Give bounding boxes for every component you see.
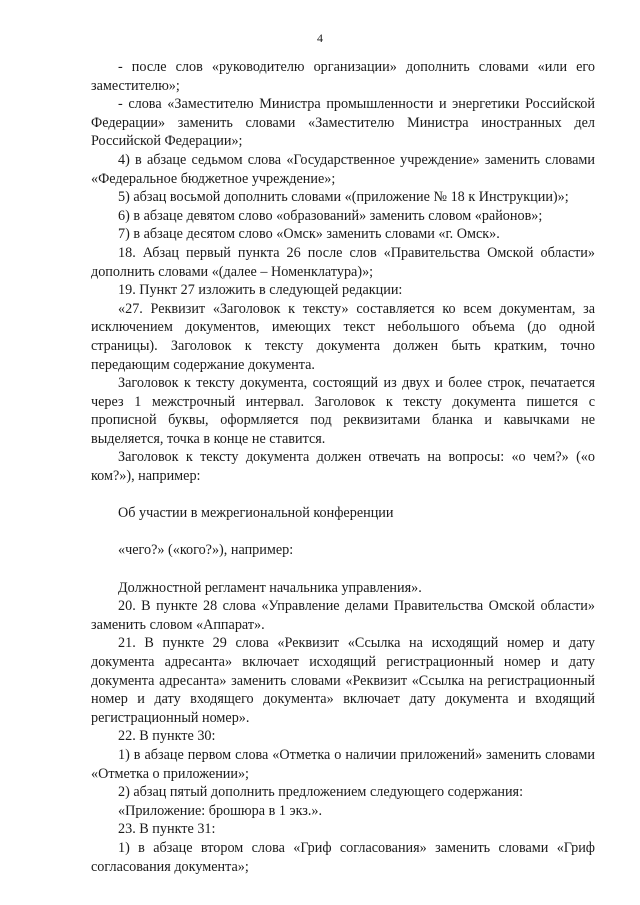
paragraph: Заголовок к тексту документа должен отвечать на вопросы: «о чем?» («о ком?»), например: <box>91 449 595 485</box>
document-body <box>91 58 595 876</box>
paragraph: «чего?» («кого?»), например: <box>118 542 294 559</box>
paragraph: 7) в абзаце десятом слово «Омск» заменить словами «г. Омск». <box>118 226 500 243</box>
paragraph: 23. В пункте 31: <box>118 821 216 838</box>
paragraph: - после слов «руководителю организации» дополнить словами «или его заместителю»; <box>91 59 595 94</box>
paragraph: 19. Пункт 27 изложить в следующей редакции: <box>118 282 403 299</box>
paragraph: 1) в абзаце первом слова «Отметка о наличии приложений» заменить словами «Отметка о приложении»; <box>91 746 595 782</box>
paragraph: «27. Реквизит «Заголовок к тексту» составляется ко всем документам, за исключением документов, имеющих текст небольшого объема (до одной страницы). Заголовок к тексту документа должен быть кратким, точно передающим содержание документа. <box>91 300 595 373</box>
paragraph: Заголовок к тексту документа, состоящий из двух и более строк, печатается через 1 межстрочный интервал. Заголовок к тексту документа пишется с прописной буквы, оформляется под реквизитами бланка и кавычками не выделяется, точка в конце не ставится. <box>91 375 595 447</box>
paragraph: 6) в абзаце девятом слово «образований» заменить словом «районов»; <box>118 207 543 224</box>
paragraph: 22. В пункте 30: <box>118 728 216 745</box>
paragraph: «Приложение: брошюра в 1 экз.». <box>118 802 323 819</box>
example-title: Об участии в межрегиональной конференции <box>118 505 394 522</box>
paragraph: - слова «Заместителю Министра промышленности и энергетики Российской Федерации» заменить словами «Заместителю Министра иностранных дел Российской Федерации»; <box>91 96 595 150</box>
example-title: Должностной регламент начальника управления». <box>118 579 422 596</box>
paragraph: 4) в абзаце седьмом слова «Государственное учреждение» заменить словами «Федеральное бюджетное учреждение»; <box>91 151 595 187</box>
paragraph: 5) абзац восьмой дополнить словами «(приложение № 18 к Инструкции)»; <box>118 189 569 206</box>
paragraph: 2) абзац пятый дополнить предложением следующего содержания: <box>118 784 524 801</box>
paragraph: 21. В пункте 29 слова «Реквизит «Ссылка на исходящий номер и дату документа адресанта» включает исходящий регистрационный номер и дату документа адресанта» заменить словами «Реквизит «Ссылка на регистрационный номер и дату входящего документа» включает дату документа и входящий регистрационный номер». <box>91 635 595 726</box>
paragraph: 18. Абзац первый пункта 26 после слов «Правительства Омской области» дополнить словами «(далее – Номенклатура)»; <box>91 244 595 280</box>
paragraph: 20. В пункте 28 слова «Управление делами Правительства Омской области» заменить словом «Аппарат». <box>91 598 595 633</box>
page-number: 4 <box>317 31 323 45</box>
paragraph: 1) в абзаце втором слова «Гриф согласования» заменить словами «Гриф согласования документа»; <box>91 839 595 875</box>
